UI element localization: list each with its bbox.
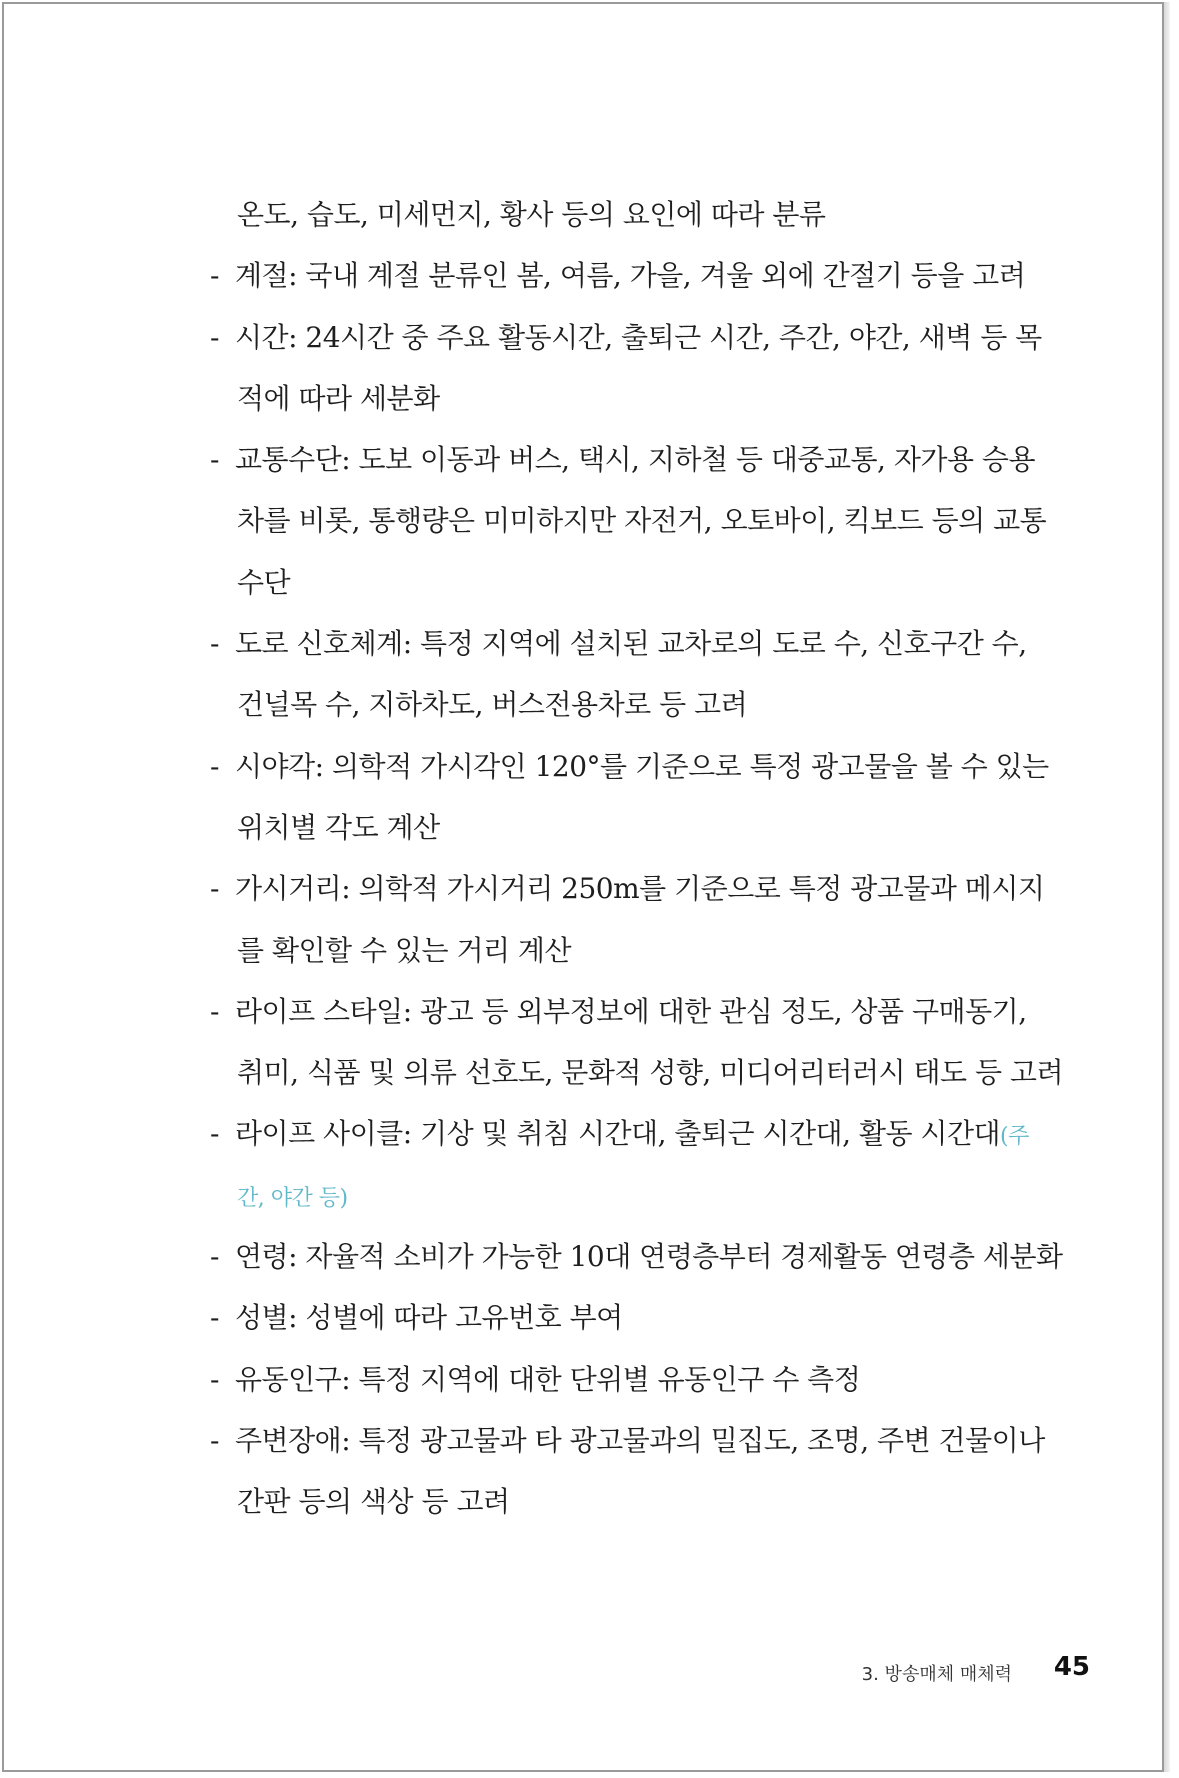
- bullet-item-life-cycle: [210, 1111, 1029, 1172]
- line-text: 취미, 식품 및 의류 선호도, 문화적 성향, 미디어리터러시 태도 등 고려: [237, 1056, 1064, 1090]
- text-line: [210, 805, 1010, 866]
- line-text: 라이프 사이클: 기상 및 취침 시간대, 출퇴근 시간대, 활동 시간대: [235, 1117, 1001, 1151]
- line-text: 온도, 습도, 미세먼지, 황사 등의 요인에 따라 분류: [237, 198, 826, 231]
- page-number: 45: [1053, 1652, 1090, 1682]
- bullet-item-lifestyle: [210, 989, 1027, 1050]
- line-text: 를 확인할 수 있는 거리 계산: [237, 933, 572, 967]
- line-text: 주변장애: 특정 광고물과 타 광고물과의 밀집도, 조명, 주변 건물이나: [235, 1423, 1045, 1457]
- text-line: [210, 1050, 1064, 1111]
- note-text: 간, 야간 등): [237, 1185, 348, 1211]
- bullet-dash: -: [210, 259, 219, 293]
- line-text: 계절: 국내 계절 분류인 봄, 여름, 가을, 겨울 외에 간절기 등을 고려: [235, 259, 1026, 293]
- bullet-item-age: [210, 1234, 1063, 1295]
- bullet-item-gender: [210, 1295, 1010, 1356]
- line-text: 시야각: 의학적 가시각인 120°를 기준으로 특정 광고물을 볼 수 있는: [235, 749, 1049, 783]
- bullet-dash: -: [210, 1117, 219, 1151]
- bullet-dash: -: [210, 627, 219, 661]
- text-line: [210, 1479, 1010, 1540]
- bullet-dash: -: [210, 1423, 219, 1457]
- line-text: 연령: 자율적 소비가 가능한 10대 연령층부터 경제활동 연령층 세분화: [235, 1240, 1063, 1274]
- bullet-item-floating-population: [210, 1357, 1010, 1418]
- body-text: [210, 192, 1064, 1541]
- text-line: [210, 682, 1010, 743]
- line-text: 라이프 스타일: 광고 등 외부정보에 대한 관심 정도, 상품 구매동기,: [235, 994, 1027, 1028]
- bullet-dash: -: [210, 872, 219, 906]
- line-text: 교통수단: 도보 이동과 버스, 택시, 지하철 등 대중교통, 자가용 승용: [235, 443, 1035, 477]
- line-text: 도로 신호체계: 특정 지역에 설치된 교차로의 도로 수, 신호구간 수,: [235, 627, 1027, 661]
- text-line: [210, 376, 1010, 437]
- text-line: [210, 498, 1047, 559]
- bullet-dash: -: [210, 1240, 219, 1274]
- line-text: 가시거리: 의학적 가시거리 250m를 기준으로 특정 광고물과 메시지: [235, 872, 1045, 906]
- text-line: [210, 192, 1010, 253]
- text-line: [210, 928, 1010, 989]
- bullet-dash: -: [210, 320, 219, 354]
- bullet-dash: -: [210, 994, 219, 1028]
- line-text: 유동인구: 특정 지역에 대한 단위별 유동인구 수 측정: [235, 1362, 861, 1396]
- bullet-item-season: [210, 253, 1026, 314]
- bullet-dash: -: [210, 443, 219, 477]
- line-text: 차를 비롯, 통행량은 미미하지만 자전거, 오토바이, 킥보드 등의 교통: [237, 504, 1047, 538]
- line-text: 시간: 24시간 중 주요 활동시간, 출퇴근 시간, 주간, 야간, 새벽 등 목: [235, 320, 1042, 354]
- text-line: [210, 560, 1010, 621]
- bullet-item-time: [210, 315, 1042, 376]
- line-text: 위치별 각도 계산: [237, 810, 440, 844]
- line-text: 건널목 수, 지하차도, 버스전용차로 등 고려: [237, 688, 748, 722]
- line-text: 적에 따라 세분화: [237, 381, 440, 415]
- bullet-item-transport: [210, 437, 1035, 498]
- bullet-item-surrounding-obstacles: [210, 1418, 1045, 1479]
- line-text: 수단: [237, 565, 291, 599]
- bullet-dash: -: [210, 1301, 219, 1335]
- page-footer: [700, 1652, 1090, 1688]
- bullet-dash: -: [210, 1362, 219, 1396]
- bullet-item-visible-distance: [210, 866, 1045, 927]
- note-text: (주: [1000, 1124, 1029, 1150]
- line-text: 간판 등의 색상 등 고려: [237, 1485, 510, 1519]
- page-edge-shadow: [1164, 2, 1170, 1772]
- bullet-item-view-angle: [210, 744, 1049, 805]
- footer-section-title: 3. 방송매체 매체력: [861, 1664, 1012, 1685]
- note-line: [210, 1173, 1010, 1234]
- bullet-item-road-signals: [210, 621, 1027, 682]
- bullet-dash: -: [210, 749, 219, 783]
- line-text: 성별: 성별에 따라 고유번호 부여: [235, 1301, 623, 1335]
